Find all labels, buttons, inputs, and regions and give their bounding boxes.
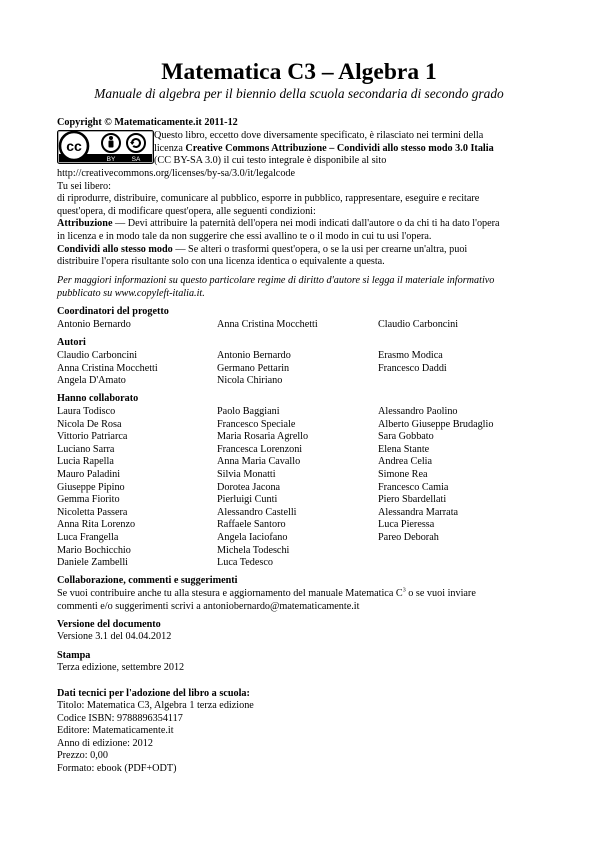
person-name: Paolo Baggiani [217,406,280,417]
info-line: Editore: Matematicamente.it [57,725,174,737]
person-name: Alessandra Marrata [378,506,459,518]
person-name: Dorotea Jacona [217,481,281,493]
document-title: Matematica C3 – Algebra 1 [161,59,437,85]
collaboratori-col2 [217,406,308,570]
license-note: Per maggiori informazioni su questo particolare regime di diritto d'autore si legga il materiale informativo pubblicato su www.copyleft-italia.it. [57,275,495,299]
person-name: Gemma Fiorito [57,494,120,506]
person-name: Erasmo Modica [378,350,443,361]
person-name: Anna Rita Lorenzo [57,519,136,531]
person-name: Alessandro Castelli [217,506,297,518]
person-name: Sara Gobbato [378,431,434,443]
person-name: Pierluigi Cunti [217,494,278,506]
license-line-1: Questo libro, eccetto dove diversamente specificato, è rilasciato nei termini della [154,130,484,141]
info-line: Anno di edizione: 2012 [57,737,153,749]
person-name: Silvia Monatti [217,468,276,480]
license-url: http://creativecommons.org/licenses/by-sa/3.0/it/legalcode [57,168,296,179]
copyright-line: Copyright © Matematicamente.it 2011-12 [57,117,238,128]
person-name: Antonio Bernardo [217,350,291,361]
collaborazione-heading: Collaborazione, commenti e suggerimenti [57,575,238,586]
cc-by-text: BY [106,156,116,163]
person-name: Nicola Chiriano [217,375,283,387]
collaboratori-col3 [378,406,493,545]
svg-text:cc: cc [66,138,82,154]
collaborazione-text: Se vuoi contribuire anche tu alla stesura e aggiornamento del manuale Matematica $C^3$ o se vuoi inviare commenti e/o suggerimenti scrivi a antoniobernardo@matematicamente.it [57,588,541,613]
person-name: Daniele Zambelli [57,557,128,569]
coordinatori-col3 [378,319,458,332]
person-name: Lucia Rapella [57,456,114,468]
versione-heading: Versione del documento [57,619,161,630]
contact-email-line: commenti e/o suggerimenti scrivi a antoniobernardo@matematicamente.it [57,600,360,612]
coordinatori-heading: Coordinatori del progetto [57,306,169,317]
document-subtitle: Manuale di algebra per il biennio della scuola secondaria di secondo grado [94,86,504,101]
person-name: Nicoletta Passera [57,506,128,518]
person-name: Anna Maria Cavallo [217,456,301,468]
share-alike-clause: Condividi allo stesso modo — Se alteri o trasformi quest'opera, o se la usi per crearne un'altra, puoi [57,243,468,255]
versione-text: Versione 3.1 del 04.04.2012 [57,631,172,642]
cc-sa-text: SA [131,156,141,163]
person-name: Francesco Speciale [217,418,296,430]
person-name: Michela Todeschi [217,544,290,556]
person-name: Francesco Camia [378,481,449,493]
person-name: Luciano Sarra [57,443,115,455]
coordinatori-col2 [217,319,318,332]
person-name: Germano Pettarin [217,362,290,374]
license-header [154,130,494,168]
collaboratori-col1 [57,406,135,570]
stampa-heading: Stampa [57,650,91,661]
dati-heading: Dati tecnici per l'adozione del libro a scuola: [57,688,250,699]
license-line-3: (CC BY-SA 3.0) il cui testo integrale è disponibile al sito [154,155,387,167]
person-name: Francesco Daddi [378,362,447,374]
person-name: Alessandro Paolino [378,406,458,417]
stampa-text: Terza edizione, settembre 2012 [57,662,185,673]
dati-list [57,700,541,776]
autori-col3 [378,350,447,375]
person-name: Laura Todisco [57,406,116,417]
person-name: Claudio Carboncini [57,350,138,361]
person-name: Alberto Giuseppe Brudaglio [378,418,494,430]
person-name: Elena Stante [378,443,430,455]
person-name: Maria Rosaria Agrello [217,431,309,443]
coordinatori-col1 [57,319,131,332]
info-line: Codice ISBN: 9788896354117 [57,712,183,724]
info-line: Titolo: Matematica C3, Algebra 1 terza edizione [57,700,254,711]
cc-by-sa-logo [57,130,154,164]
person-name: Antonio Bernardo [57,319,131,330]
info-line: Prezzo: 0,00 [57,750,108,762]
person-name: Anna Cristina Mocchetti [57,362,158,374]
autori-col2 [217,350,291,388]
attribution-clause: Attribuzione — Devi attribuire la paternità dell'opera nei modi indicati dall'autore o da chi ti ha dato l'opera [57,218,500,230]
person-name: Mario Bochicchio [57,544,131,556]
person-name: Anna Cristina Mocchetti [217,319,318,330]
info-line: Formato: ebook (PDF+ODT) [57,762,177,774]
person-name: Claudio Carboncini [378,319,459,330]
person-name: Raffaele Santoro [217,519,286,531]
person-name: Giuseppe Pipino [57,481,125,493]
license-line-2: licenza Creative Commons Attribuzione – Condividi allo stesso modo 3.0 Italia [154,142,494,154]
person-name: Pareo Deborah [378,531,439,543]
person-name: Andrea Celia [378,456,433,468]
autori-col1 [57,350,158,388]
person-name: Luca Pieressa [378,519,435,531]
person-name: Simone Rea [378,468,428,480]
person-name: Francesca Lorenzoni [217,443,303,455]
person-name: Nicola De Rosa [57,418,122,430]
license-body: http://creativecommons.org/licenses/by-sa/3.0/it/legalcode Tu sei libero: di riprodurre, distribuire, comunicare al pubblico, esporre in pubblico, rappresentare, eseguire e recitare quest'opera, di modificare quest'opera, alle seguenti condizioni: Attribuzione — Devi attribuire la paternità dell'opera nei modi indicati dall'autore o da chi ti ha dato l'opera in licenza e in modo tale da non suggerire che essi avallino te o il modo in cui tu usi l'opera. Condividi allo stesso modo — Se alteri o trasformi quest'opera, o se la usi per crearne un'altra, puoi distribuire l'opera risultante solo con una licenza identica o equivalente a questa. [57,168,541,269]
person-name: Luca Tedesco [217,557,273,569]
person-name: Luca Frangella [57,531,119,543]
person-name: Piero Sbardellati [378,494,447,506]
autori-heading: Autori [57,337,86,348]
person-name: Angela Iaciofano [217,531,288,543]
person-name: Angela D'Amato [57,375,126,387]
person-name: Vittorio Patriarca [57,431,128,443]
collaboratori-heading: Hanno collaborato [57,393,139,404]
person-name: Mauro Paladini [57,468,121,480]
